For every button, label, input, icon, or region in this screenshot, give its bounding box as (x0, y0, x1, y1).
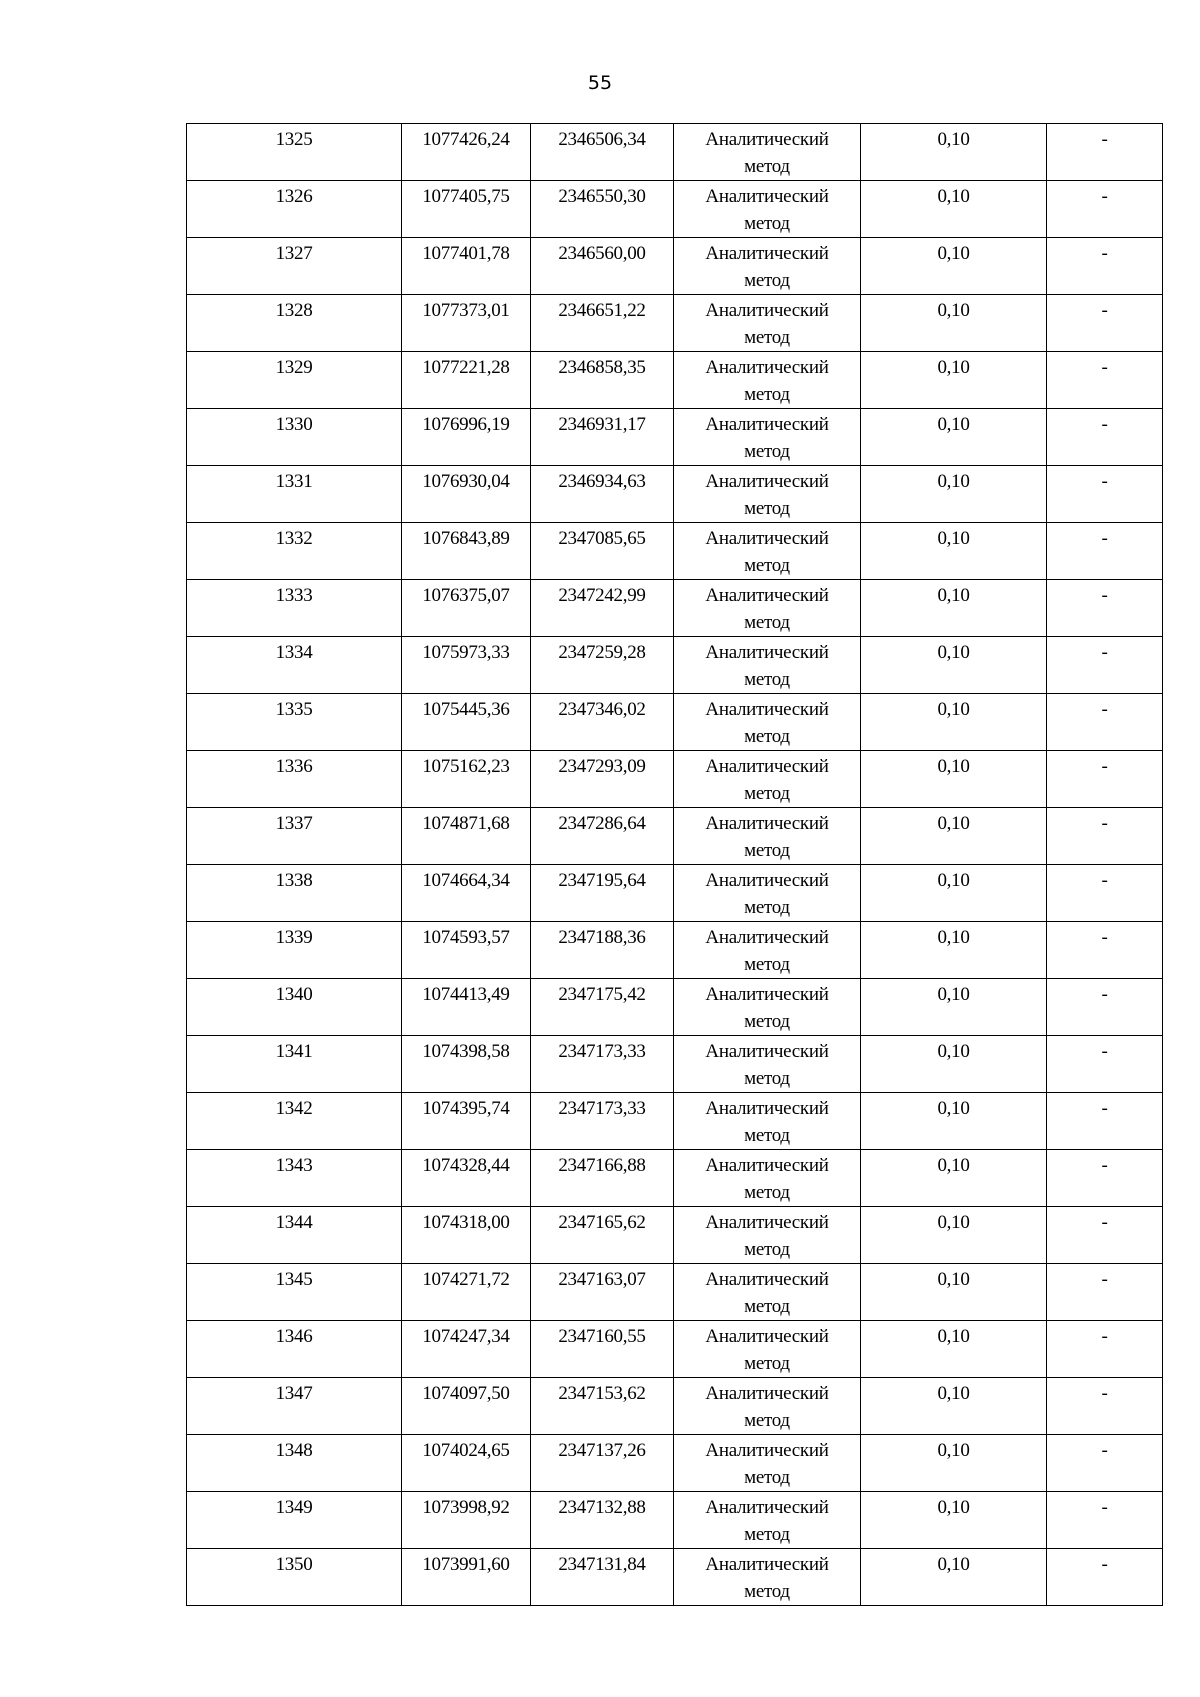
x-coordinate-cell: 1075445,36 (402, 694, 531, 751)
x-coordinate-cell: 1076930,04 (402, 466, 531, 523)
y-coordinate-cell: 2346506,34 (531, 124, 674, 181)
method-line-2: метод (744, 612, 790, 633)
method-line-1: Аналитический (705, 528, 829, 549)
accuracy-cell: 0,10 (861, 1093, 1047, 1150)
table-row (187, 409, 1163, 466)
accuracy-cell: 0,10 (861, 409, 1047, 466)
method-line-2: метод (744, 1125, 790, 1146)
accuracy-cell: 0,10 (861, 751, 1047, 808)
method-line-1: Аналитический (705, 1383, 829, 1404)
point-number-cell: 1329 (187, 352, 402, 409)
note-cell: - (1047, 1378, 1163, 1435)
table-row (187, 1036, 1163, 1093)
x-coordinate-cell: 1077401,78 (402, 238, 531, 295)
y-coordinate-cell: 2347173,33 (531, 1093, 674, 1150)
point-number-cell: 1339 (187, 922, 402, 979)
note-cell: - (1047, 352, 1163, 409)
y-coordinate-cell: 2346934,63 (531, 466, 674, 523)
y-coordinate-cell: 2347293,09 (531, 751, 674, 808)
note-cell: - (1047, 751, 1163, 808)
y-coordinate-cell: 2347259,28 (531, 637, 674, 694)
y-coordinate-cell: 2347165,62 (531, 1207, 674, 1264)
y-coordinate-cell: 2347242,99 (531, 580, 674, 637)
accuracy-cell: 0,10 (861, 808, 1047, 865)
method-cell (674, 1036, 861, 1093)
x-coordinate-cell: 1077405,75 (402, 181, 531, 238)
table-row (187, 922, 1163, 979)
point-number-cell: 1335 (187, 694, 402, 751)
method-line-1: Аналитический (705, 1041, 829, 1062)
method-cell (674, 922, 861, 979)
method-line-1: Аналитический (705, 1212, 829, 1233)
y-coordinate-cell: 2347166,88 (531, 1150, 674, 1207)
method-line-1: Аналитический (705, 129, 829, 150)
y-coordinate-cell: 2347346,02 (531, 694, 674, 751)
x-coordinate-cell: 1077373,01 (402, 295, 531, 352)
method-cell (674, 580, 861, 637)
accuracy-cell: 0,10 (861, 1435, 1047, 1492)
point-number-cell: 1346 (187, 1321, 402, 1378)
method-line-1: Аналитический (705, 357, 829, 378)
table-row (187, 865, 1163, 922)
point-number-cell: 1338 (187, 865, 402, 922)
table-row (187, 694, 1163, 751)
accuracy-cell: 0,10 (861, 523, 1047, 580)
y-coordinate-cell: 2346550,30 (531, 181, 674, 238)
x-coordinate-cell: 1074871,68 (402, 808, 531, 865)
method-line-2: метод (744, 1296, 790, 1317)
point-number-cell: 1337 (187, 808, 402, 865)
method-line-2: метод (744, 555, 790, 576)
method-line-1: Аналитический (705, 927, 829, 948)
method-line-2: метод (744, 441, 790, 462)
x-coordinate-cell: 1073991,60 (402, 1549, 531, 1606)
point-number-cell: 1349 (187, 1492, 402, 1549)
method-line-2: метод (744, 270, 790, 291)
point-number-cell: 1332 (187, 523, 402, 580)
table-row (187, 1207, 1163, 1264)
method-cell (674, 352, 861, 409)
y-coordinate-cell: 2347132,88 (531, 1492, 674, 1549)
method-line-1: Аналитический (705, 756, 829, 777)
y-coordinate-cell: 2347188,36 (531, 922, 674, 979)
point-number-cell: 1343 (187, 1150, 402, 1207)
method-line-1: Аналитический (705, 1326, 829, 1347)
accuracy-cell: 0,10 (861, 1321, 1047, 1378)
accuracy-cell: 0,10 (861, 1264, 1047, 1321)
method-line-1: Аналитический (705, 1440, 829, 1461)
note-cell: - (1047, 922, 1163, 979)
table-row (187, 466, 1163, 523)
method-cell (674, 1549, 861, 1606)
note-cell: - (1047, 865, 1163, 922)
table-row (187, 808, 1163, 865)
method-line-2: метод (744, 726, 790, 747)
method-line-1: Аналитический (705, 300, 829, 321)
method-cell (674, 523, 861, 580)
method-cell (674, 1264, 861, 1321)
method-cell (674, 1492, 861, 1549)
point-number-cell: 1350 (187, 1549, 402, 1606)
note-cell: - (1047, 295, 1163, 352)
note-cell: - (1047, 1264, 1163, 1321)
note-cell: - (1047, 238, 1163, 295)
method-line-1: Аналитический (705, 585, 829, 606)
note-cell: - (1047, 523, 1163, 580)
method-line-1: Аналитический (705, 813, 829, 834)
note-cell: - (1047, 808, 1163, 865)
point-number-cell: 1336 (187, 751, 402, 808)
table-row (187, 1264, 1163, 1321)
note-cell: - (1047, 181, 1163, 238)
accuracy-cell: 0,10 (861, 1036, 1047, 1093)
accuracy-cell: 0,10 (861, 181, 1047, 238)
point-number-cell: 1330 (187, 409, 402, 466)
method-cell (674, 637, 861, 694)
x-coordinate-cell: 1075973,33 (402, 637, 531, 694)
point-number-cell: 1348 (187, 1435, 402, 1492)
method-line-2: метод (744, 1581, 790, 1602)
method-cell (674, 1207, 861, 1264)
x-coordinate-cell: 1076375,07 (402, 580, 531, 637)
accuracy-cell: 0,10 (861, 295, 1047, 352)
table-row (187, 352, 1163, 409)
table-row (187, 1150, 1163, 1207)
accuracy-cell: 0,10 (861, 238, 1047, 295)
method-line-2: метод (744, 1011, 790, 1032)
x-coordinate-cell: 1074593,57 (402, 922, 531, 979)
method-cell (674, 808, 861, 865)
x-coordinate-cell: 1076843,89 (402, 523, 531, 580)
method-cell (674, 238, 861, 295)
method-cell (674, 1093, 861, 1150)
point-number-cell: 1334 (187, 637, 402, 694)
note-cell: - (1047, 979, 1163, 1036)
x-coordinate-cell: 1075162,23 (402, 751, 531, 808)
accuracy-cell: 0,10 (861, 1207, 1047, 1264)
accuracy-cell: 0,10 (861, 694, 1047, 751)
y-coordinate-cell: 2346931,17 (531, 409, 674, 466)
x-coordinate-cell: 1074247,34 (402, 1321, 531, 1378)
accuracy-cell: 0,10 (861, 1378, 1047, 1435)
table-row (187, 523, 1163, 580)
method-line-1: Аналитический (705, 243, 829, 264)
method-line-1: Аналитический (705, 1497, 829, 1518)
y-coordinate-cell: 2347175,42 (531, 979, 674, 1036)
method-line-1: Аналитический (705, 1098, 829, 1119)
method-cell (674, 694, 861, 751)
note-cell: - (1047, 580, 1163, 637)
table-row (187, 979, 1163, 1036)
method-cell (674, 1150, 861, 1207)
point-number-cell: 1345 (187, 1264, 402, 1321)
x-coordinate-cell: 1073998,92 (402, 1492, 531, 1549)
accuracy-cell: 0,10 (861, 124, 1047, 181)
point-number-cell: 1344 (187, 1207, 402, 1264)
accuracy-cell: 0,10 (861, 979, 1047, 1036)
method-cell (674, 979, 861, 1036)
accuracy-cell: 0,10 (861, 1150, 1047, 1207)
table-row (187, 1435, 1163, 1492)
method-cell (674, 1378, 861, 1435)
method-line-2: метод (744, 954, 790, 975)
method-cell (674, 751, 861, 808)
note-cell: - (1047, 694, 1163, 751)
y-coordinate-cell: 2347160,55 (531, 1321, 674, 1378)
method-line-2: метод (744, 213, 790, 234)
accuracy-cell: 0,10 (861, 637, 1047, 694)
y-coordinate-cell: 2347131,84 (531, 1549, 674, 1606)
accuracy-cell: 0,10 (861, 922, 1047, 979)
y-coordinate-cell: 2347163,07 (531, 1264, 674, 1321)
method-cell (674, 295, 861, 352)
method-line-2: метод (744, 783, 790, 804)
method-line-2: метод (744, 1239, 790, 1260)
method-line-2: метод (744, 1068, 790, 1089)
y-coordinate-cell: 2347137,26 (531, 1435, 674, 1492)
method-line-2: метод (744, 1410, 790, 1431)
accuracy-cell: 0,10 (861, 466, 1047, 523)
method-line-1: Аналитический (705, 1155, 829, 1176)
point-number-cell: 1340 (187, 979, 402, 1036)
method-cell (674, 409, 861, 466)
method-line-2: метод (744, 156, 790, 177)
method-line-2: метод (744, 1524, 790, 1545)
method-cell (674, 181, 861, 238)
method-line-2: метод (744, 669, 790, 690)
point-number-cell: 1341 (187, 1036, 402, 1093)
accuracy-cell: 0,10 (861, 580, 1047, 637)
note-cell: - (1047, 409, 1163, 466)
note-cell: - (1047, 1093, 1163, 1150)
note-cell: - (1047, 1435, 1163, 1492)
x-coordinate-cell: 1074318,00 (402, 1207, 531, 1264)
table-row (187, 580, 1163, 637)
note-cell: - (1047, 1207, 1163, 1264)
coordinates-table (186, 123, 1163, 1606)
x-coordinate-cell: 1074398,58 (402, 1036, 531, 1093)
x-coordinate-cell: 1074024,65 (402, 1435, 531, 1492)
table-row (187, 124, 1163, 181)
method-line-2: метод (744, 840, 790, 861)
table-row (187, 1378, 1163, 1435)
method-line-2: метод (744, 1353, 790, 1374)
method-line-1: Аналитический (705, 414, 829, 435)
note-cell: - (1047, 124, 1163, 181)
coordinates-table-body (187, 124, 1163, 1606)
table-row (187, 637, 1163, 694)
accuracy-cell: 0,10 (861, 865, 1047, 922)
method-cell (674, 1321, 861, 1378)
table-row (187, 1492, 1163, 1549)
table-row (187, 1093, 1163, 1150)
y-coordinate-cell: 2346651,22 (531, 295, 674, 352)
point-number-cell: 1326 (187, 181, 402, 238)
method-line-1: Аналитический (705, 642, 829, 663)
table-row (187, 1321, 1163, 1378)
y-coordinate-cell: 2347195,64 (531, 865, 674, 922)
method-line-2: метод (744, 1182, 790, 1203)
point-number-cell: 1327 (187, 238, 402, 295)
accuracy-cell: 0,10 (861, 1549, 1047, 1606)
x-coordinate-cell: 1074271,72 (402, 1264, 531, 1321)
note-cell: - (1047, 1150, 1163, 1207)
note-cell: - (1047, 637, 1163, 694)
x-coordinate-cell: 1074328,44 (402, 1150, 531, 1207)
x-coordinate-cell: 1076996,19 (402, 409, 531, 466)
note-cell: - (1047, 1492, 1163, 1549)
y-coordinate-cell: 2347085,65 (531, 523, 674, 580)
method-cell (674, 1435, 861, 1492)
accuracy-cell: 0,10 (861, 1492, 1047, 1549)
table-row (187, 295, 1163, 352)
table-row (187, 1549, 1163, 1606)
method-cell (674, 865, 861, 922)
accuracy-cell: 0,10 (861, 352, 1047, 409)
method-line-1: Аналитический (705, 984, 829, 1005)
x-coordinate-cell: 1074413,49 (402, 979, 531, 1036)
method-line-1: Аналитический (705, 471, 829, 492)
point-number-cell: 1325 (187, 124, 402, 181)
method-line-2: метод (744, 384, 790, 405)
x-coordinate-cell: 1077426,24 (402, 124, 531, 181)
y-coordinate-cell: 2347153,62 (531, 1378, 674, 1435)
x-coordinate-cell: 1077221,28 (402, 352, 531, 409)
point-number-cell: 1347 (187, 1378, 402, 1435)
method-line-2: метод (744, 1467, 790, 1488)
method-cell (674, 466, 861, 523)
x-coordinate-cell: 1074097,50 (402, 1378, 531, 1435)
page-number: 55 (587, 72, 613, 94)
y-coordinate-cell: 2347286,64 (531, 808, 674, 865)
method-line-1: Аналитический (705, 870, 829, 891)
method-line-2: метод (744, 897, 790, 918)
point-number-cell: 1331 (187, 466, 402, 523)
method-line-2: метод (744, 498, 790, 519)
y-coordinate-cell: 2346560,00 (531, 238, 674, 295)
method-line-1: Аналитический (705, 699, 829, 720)
method-cell (674, 124, 861, 181)
method-line-2: метод (744, 327, 790, 348)
method-line-1: Аналитический (705, 1269, 829, 1290)
table-row (187, 751, 1163, 808)
x-coordinate-cell: 1074395,74 (402, 1093, 531, 1150)
point-number-cell: 1333 (187, 580, 402, 637)
table-row (187, 238, 1163, 295)
note-cell: - (1047, 1036, 1163, 1093)
method-line-1: Аналитический (705, 186, 829, 207)
table-row (187, 181, 1163, 238)
point-number-cell: 1342 (187, 1093, 402, 1150)
note-cell: - (1047, 1549, 1163, 1606)
x-coordinate-cell: 1074664,34 (402, 865, 531, 922)
y-coordinate-cell: 2347173,33 (531, 1036, 674, 1093)
point-number-cell: 1328 (187, 295, 402, 352)
method-line-1: Аналитический (705, 1554, 829, 1575)
y-coordinate-cell: 2346858,35 (531, 352, 674, 409)
note-cell: - (1047, 1321, 1163, 1378)
note-cell: - (1047, 466, 1163, 523)
